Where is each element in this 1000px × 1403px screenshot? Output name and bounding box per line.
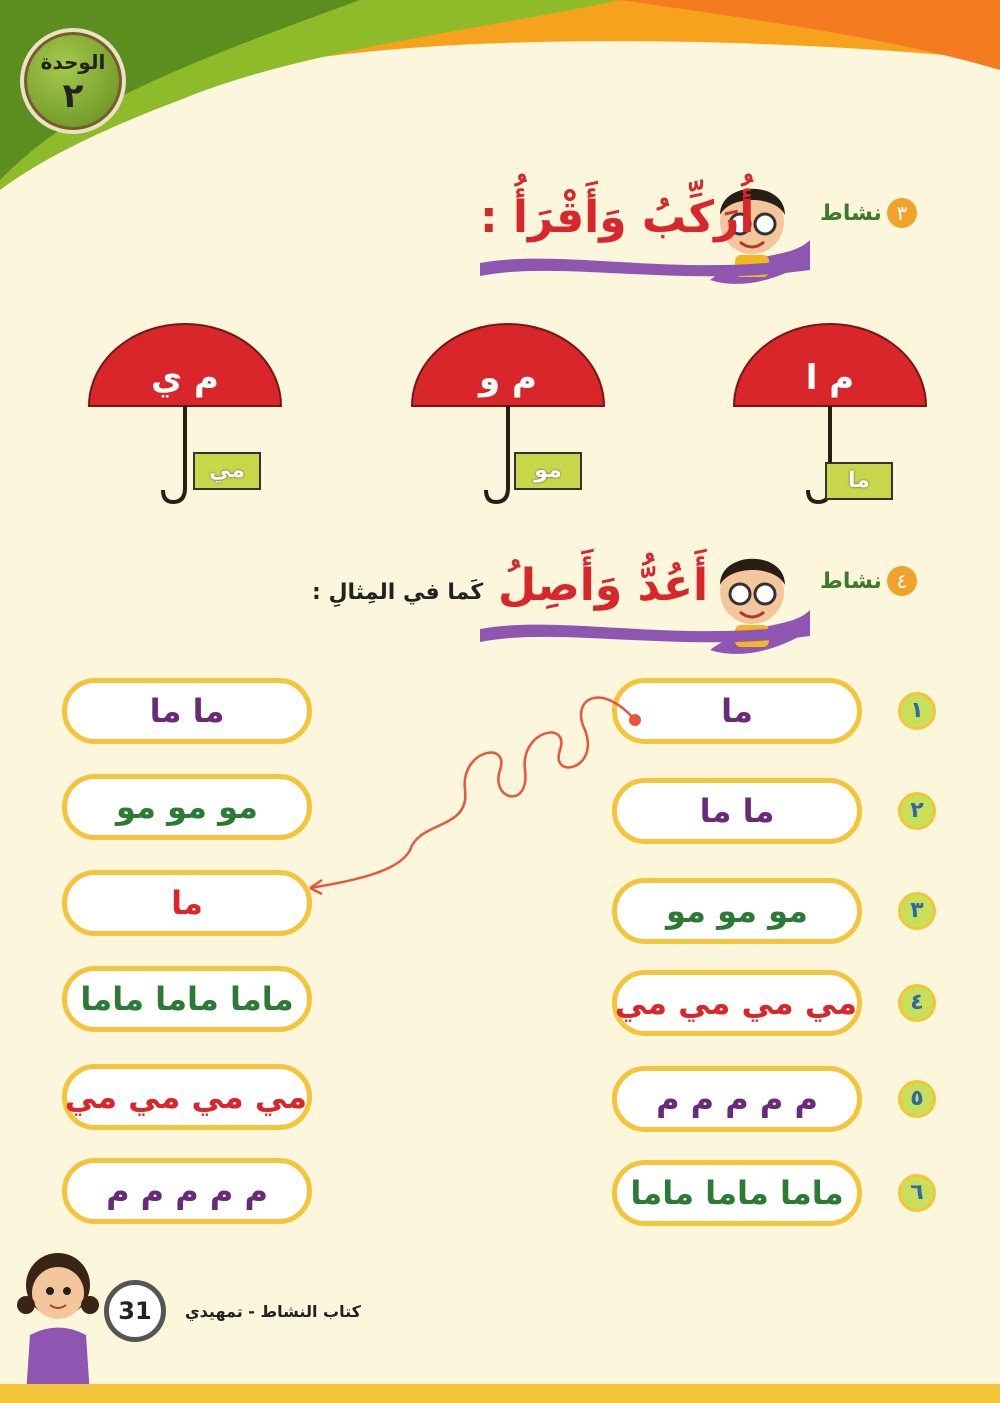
- right-item-1[interactable]: ما: [612, 678, 862, 744]
- top-decorative-band: [0, 0, 1000, 190]
- footer-book-title: كتاب النشاط - تمهيدي: [185, 1302, 361, 1321]
- activity3-swoosh: [480, 248, 810, 278]
- activity4-tag: [820, 566, 921, 596]
- umbrella-2-card: مو: [514, 452, 582, 490]
- right-item-6-number: ٦: [898, 1174, 936, 1212]
- example-connector-line: [300, 690, 650, 910]
- umbrella-2: [408, 318, 608, 508]
- page-number: 31: [104, 1280, 166, 1342]
- right-item-2-number: ٢: [898, 792, 936, 830]
- activity-tag-label: نشاط: [820, 569, 882, 594]
- right-item-4-number: ٤: [898, 984, 936, 1022]
- activity4-swoosh: [480, 614, 810, 644]
- left-item-6[interactable]: م م م م م: [62, 1158, 312, 1224]
- umbrella-3-letters: م ي: [151, 358, 219, 398]
- activity3-tag: [820, 198, 921, 228]
- umbrella-1: [730, 318, 930, 508]
- unit-number: ٢: [62, 76, 84, 116]
- right-item-4[interactable]: مي مي مي مي: [612, 970, 862, 1036]
- umbrella-3: [85, 318, 285, 508]
- right-item-2[interactable]: ما ما: [612, 778, 862, 844]
- right-item-5[interactable]: م م م م م: [612, 1066, 862, 1132]
- activity-number: ٤: [887, 566, 917, 596]
- umbrella-2-letters: م و: [479, 358, 537, 398]
- left-item-1[interactable]: ما ما: [62, 678, 312, 744]
- activity4-title: أَعُدُّ وَأَصِلُ: [498, 560, 709, 611]
- right-item-5-number: ٥: [898, 1080, 936, 1118]
- unit-badge: [20, 28, 126, 134]
- umbrella-3-card: مي: [193, 452, 261, 490]
- right-item-3-number: ٣: [898, 892, 936, 930]
- left-item-2[interactable]: مو مو مو: [62, 774, 312, 840]
- left-item-4[interactable]: ماما ماما ماما: [62, 966, 312, 1032]
- right-item-1-number: ١: [898, 692, 936, 730]
- girl-mascot-icon: [10, 1245, 105, 1395]
- umbrella-1-card: ما: [825, 462, 893, 500]
- right-item-3[interactable]: مو مو مو: [612, 878, 862, 944]
- activity4-instruction: كَما في المِثالِ :: [312, 580, 484, 605]
- activity3-title: أُرَكِّبُ وَأَقْرَأُ :: [480, 192, 755, 243]
- activity-tag-label: نشاط: [820, 201, 882, 226]
- umbrella-1-letters: م ا: [805, 358, 855, 398]
- activity-number: ٣: [887, 198, 917, 228]
- bottom-decorative-band: [0, 1384, 1000, 1403]
- left-item-3[interactable]: ما: [62, 870, 312, 936]
- right-item-6[interactable]: ماما ماما ماما: [612, 1160, 862, 1226]
- unit-label: الوحدة: [40, 50, 106, 74]
- left-item-5[interactable]: مي مي مي مي: [62, 1064, 312, 1130]
